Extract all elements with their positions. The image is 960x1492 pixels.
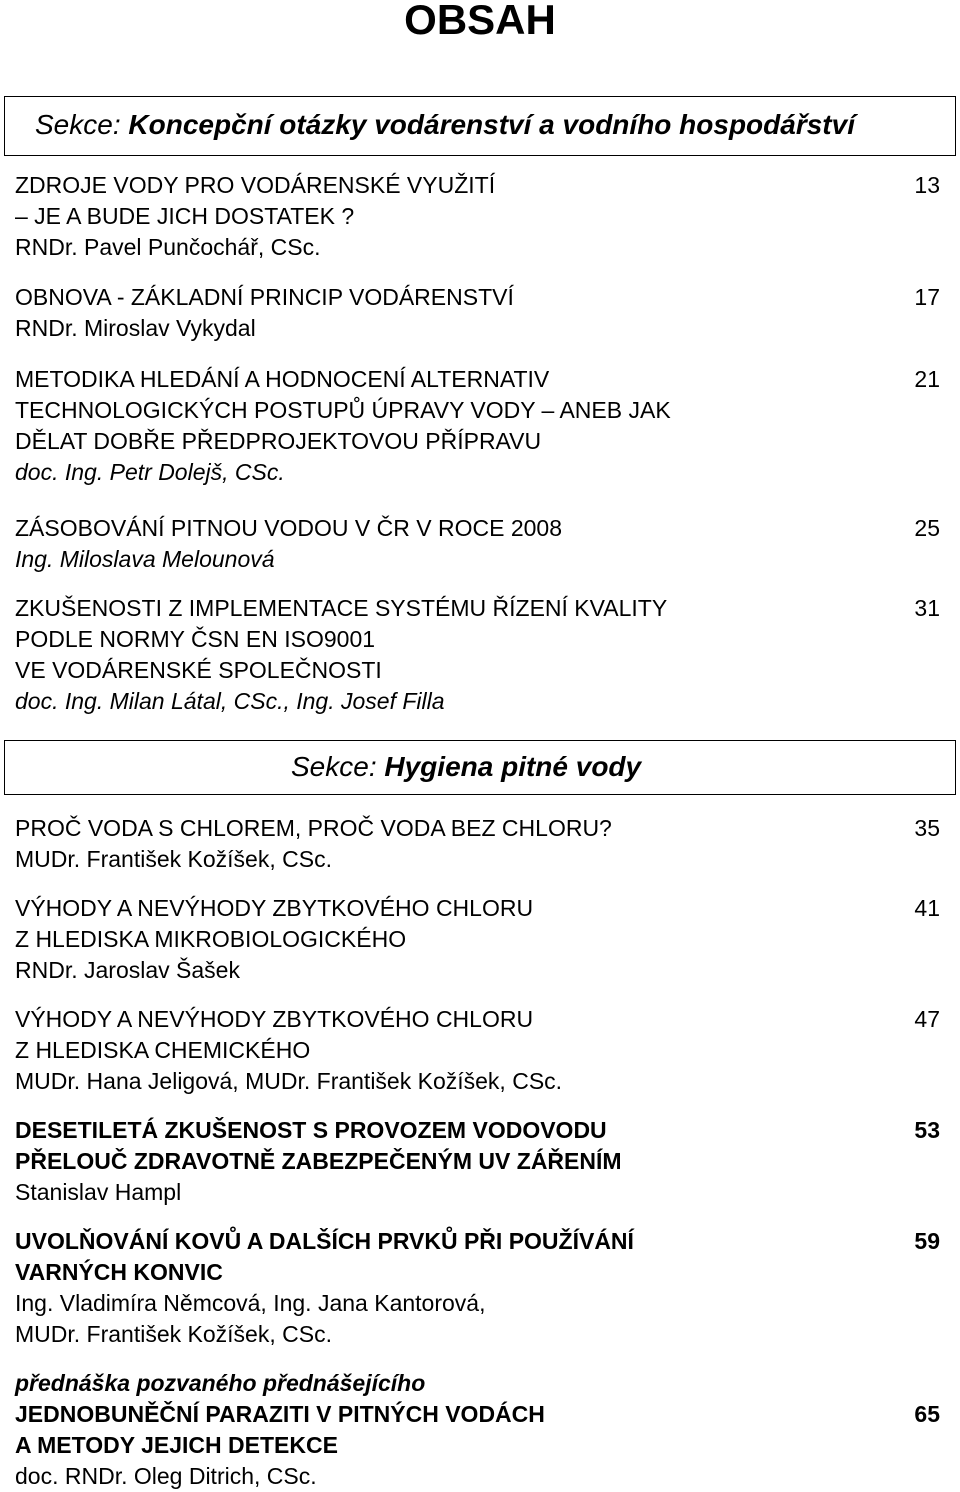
entry-title-line: DESETILETÁ ZKUŠENOST S PROVOZEM VODOVODU <box>15 1117 607 1143</box>
section-header-koncepcni <box>4 96 956 156</box>
toc-entry[interactable] <box>15 1368 940 1492</box>
entry-author: RNDr. Pavel Punčochář, CSc. <box>15 234 321 260</box>
entry-title-line: – JE A BUDE JICH DOSTATEK ? <box>15 203 355 229</box>
entry-title-line: VARNÝCH KONVIC <box>15 1259 223 1285</box>
entry-title-line: A METODY JEJICH DETEKCE <box>15 1432 338 1458</box>
section-header-hygiena <box>4 740 956 795</box>
toc-entry[interactable] <box>15 282 940 344</box>
entry-author: Ing. Miloslava Melounová <box>15 546 275 572</box>
entry-author: doc. Ing. Milan Látal, CSc., Ing. Josef Filla <box>15 688 445 714</box>
invited-talk-label: přednáška pozvaného přednášejícího <box>15 1370 426 1396</box>
section-prefix: Sekce: <box>35 109 129 140</box>
section-name: Koncepční otázky vodárenství a vodního hospodářství <box>128 109 855 140</box>
entry-title-line: OBNOVA - ZÁKLADNÍ PRINCIP VODÁRENSTVÍ <box>15 284 514 310</box>
toc-entry[interactable] <box>15 1004 940 1097</box>
toc-entry[interactable] <box>15 593 940 717</box>
page-number: 13 <box>914 172 940 198</box>
entry-author: doc. Ing. Petr Dolejš, CSc. <box>15 459 285 485</box>
page-number: 21 <box>914 366 940 392</box>
toc-entry[interactable] <box>15 813 940 875</box>
entry-title-line: ZKUŠENOSTI Z IMPLEMENTACE SYSTÉMU ŘÍZENÍ KVALITY <box>15 595 668 621</box>
entry-title-line: VÝHODY A NEVÝHODY ZBYTKOVÉHO CHLORU <box>15 1006 534 1032</box>
entry-author: doc. RNDr. Oleg Ditrich, CSc. <box>15 1463 317 1489</box>
entry-author: Stanislav Hampl <box>15 1179 182 1205</box>
toc-entry[interactable] <box>15 893 940 986</box>
toc-entry[interactable] <box>15 1226 940 1350</box>
page-number: 59 <box>914 1228 940 1254</box>
entry-author: RNDr. Miroslav Vykydal <box>15 315 256 341</box>
entry-title-line: METODIKA HLEDÁNÍ A HODNOCENÍ ALTERNATIV <box>15 366 550 392</box>
entry-title-line: VÝHODY A NEVÝHODY ZBYTKOVÉHO CHLORU <box>15 895 534 921</box>
entry-title-line: TECHNOLOGICKÝCH POSTUPŮ ÚPRAVY VODY – ANEB JAK <box>15 397 671 423</box>
entry-title-line: ZÁSOBOVÁNÍ PITNOU VODOU V ČR V ROCE 2008 <box>15 515 563 541</box>
page-number: 25 <box>914 515 940 541</box>
page-number: 35 <box>914 815 940 841</box>
entry-title-line: PROČ VODA S CHLOREM, PROČ VODA BEZ CHLORU? <box>15 815 612 841</box>
entry-author: MUDr. František Kožíšek, CSc. <box>15 1321 332 1347</box>
toc-entry[interactable] <box>15 170 940 263</box>
entry-title-line: UVOLŇOVÁNÍ KOVŮ A DALŠÍCH PRVKŮ PŘI POUŽÍVÁNÍ <box>15 1228 634 1254</box>
page-number: 53 <box>914 1117 940 1143</box>
entry-title-line: Z HLEDISKA CHEMICKÉHO <box>15 1037 311 1063</box>
page-number: 47 <box>914 1006 940 1032</box>
toc-entry[interactable] <box>15 364 940 488</box>
page-number: 17 <box>914 284 940 310</box>
entry-author: Ing. Vladimíra Němcová, Ing. Jana Kantorová, <box>15 1290 486 1316</box>
section-prefix: Sekce: <box>291 751 385 782</box>
section-name: Hygiena pitné vody <box>384 751 642 782</box>
entry-title-line: ZDROJE VODY PRO VODÁRENSKÉ VYUŽITÍ <box>15 172 496 198</box>
entry-title-line: PŘELOUČ ZDRAVOTNĚ ZABEZPEČENÝM UV ZÁŘENÍM <box>15 1148 622 1174</box>
entry-title-line: DĚLAT DOBŘE PŘEDPROJEKTOVOU PŘÍPRAVU <box>15 428 542 454</box>
entry-author: RNDr. Jaroslav Šašek <box>15 957 240 983</box>
entry-title-line: JEDNOBUNĚČNÍ PARAZITI V PITNÝCH VODÁCH <box>15 1401 545 1427</box>
page-number: 31 <box>914 595 940 621</box>
page-number: 41 <box>914 895 940 921</box>
entry-title-line: Z HLEDISKA MIKROBIOLOGICKÉHO <box>15 926 407 952</box>
toc-entry[interactable] <box>15 513 940 575</box>
entry-author: MUDr. František Kožíšek, CSc. <box>15 846 332 872</box>
entry-title-line: PODLE NORMY ČSN EN ISO9001 <box>15 626 376 652</box>
entry-title-line: VE VODÁRENSKÉ SPOLEČNOSTI <box>15 657 382 683</box>
toc-entry[interactable] <box>15 1115 940 1208</box>
page-title: OBSAH <box>404 0 556 43</box>
page-number: 65 <box>914 1401 940 1427</box>
entry-author: MUDr. Hana Jeligová, MUDr. František Kožíšek, CSc. <box>15 1068 563 1094</box>
